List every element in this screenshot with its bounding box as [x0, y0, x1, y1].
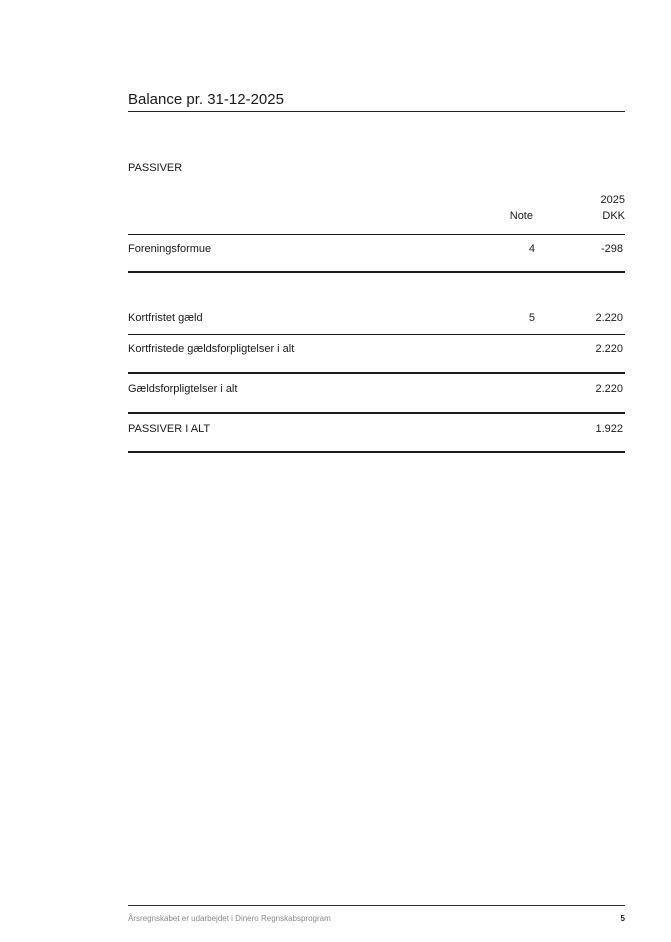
row-value: 2.220: [595, 343, 623, 355]
footer-text: Årsregnskabet er udarbejdet i Dinero Regnskabsprogram: [128, 914, 331, 923]
footer-divider: [128, 905, 625, 906]
row-value: 2.220: [595, 312, 623, 324]
row-label: Kortfristede gældsforpligtelser i alt: [128, 343, 295, 355]
note-column-header: Note: [509, 210, 533, 222]
header-divider: [128, 234, 625, 235]
year-column-header: 2025: [600, 194, 625, 206]
row-label: PASSIVER I ALT: [128, 423, 211, 435]
row-divider: [128, 372, 625, 374]
row-value: -298: [600, 243, 623, 255]
row-divider: [128, 271, 625, 273]
row-divider: [128, 334, 625, 335]
row-label: Foreningsformue: [128, 243, 212, 255]
row-label: Gældsforpligtelser i alt: [128, 383, 238, 395]
section-heading: PASSIVER: [128, 162, 183, 174]
row-divider: [128, 451, 625, 453]
row-note: 4: [528, 243, 535, 255]
row-divider: [128, 412, 625, 414]
currency-column-header: DKK: [602, 210, 625, 222]
row-note: 5: [528, 312, 535, 324]
row-label: Kortfristet gæld: [128, 312, 203, 324]
page-title: Balance pr. 31-12-2025: [128, 91, 625, 112]
row-value: 1.922: [595, 423, 623, 435]
row-value: 2.220: [595, 383, 623, 395]
page-number: 5: [620, 914, 625, 923]
